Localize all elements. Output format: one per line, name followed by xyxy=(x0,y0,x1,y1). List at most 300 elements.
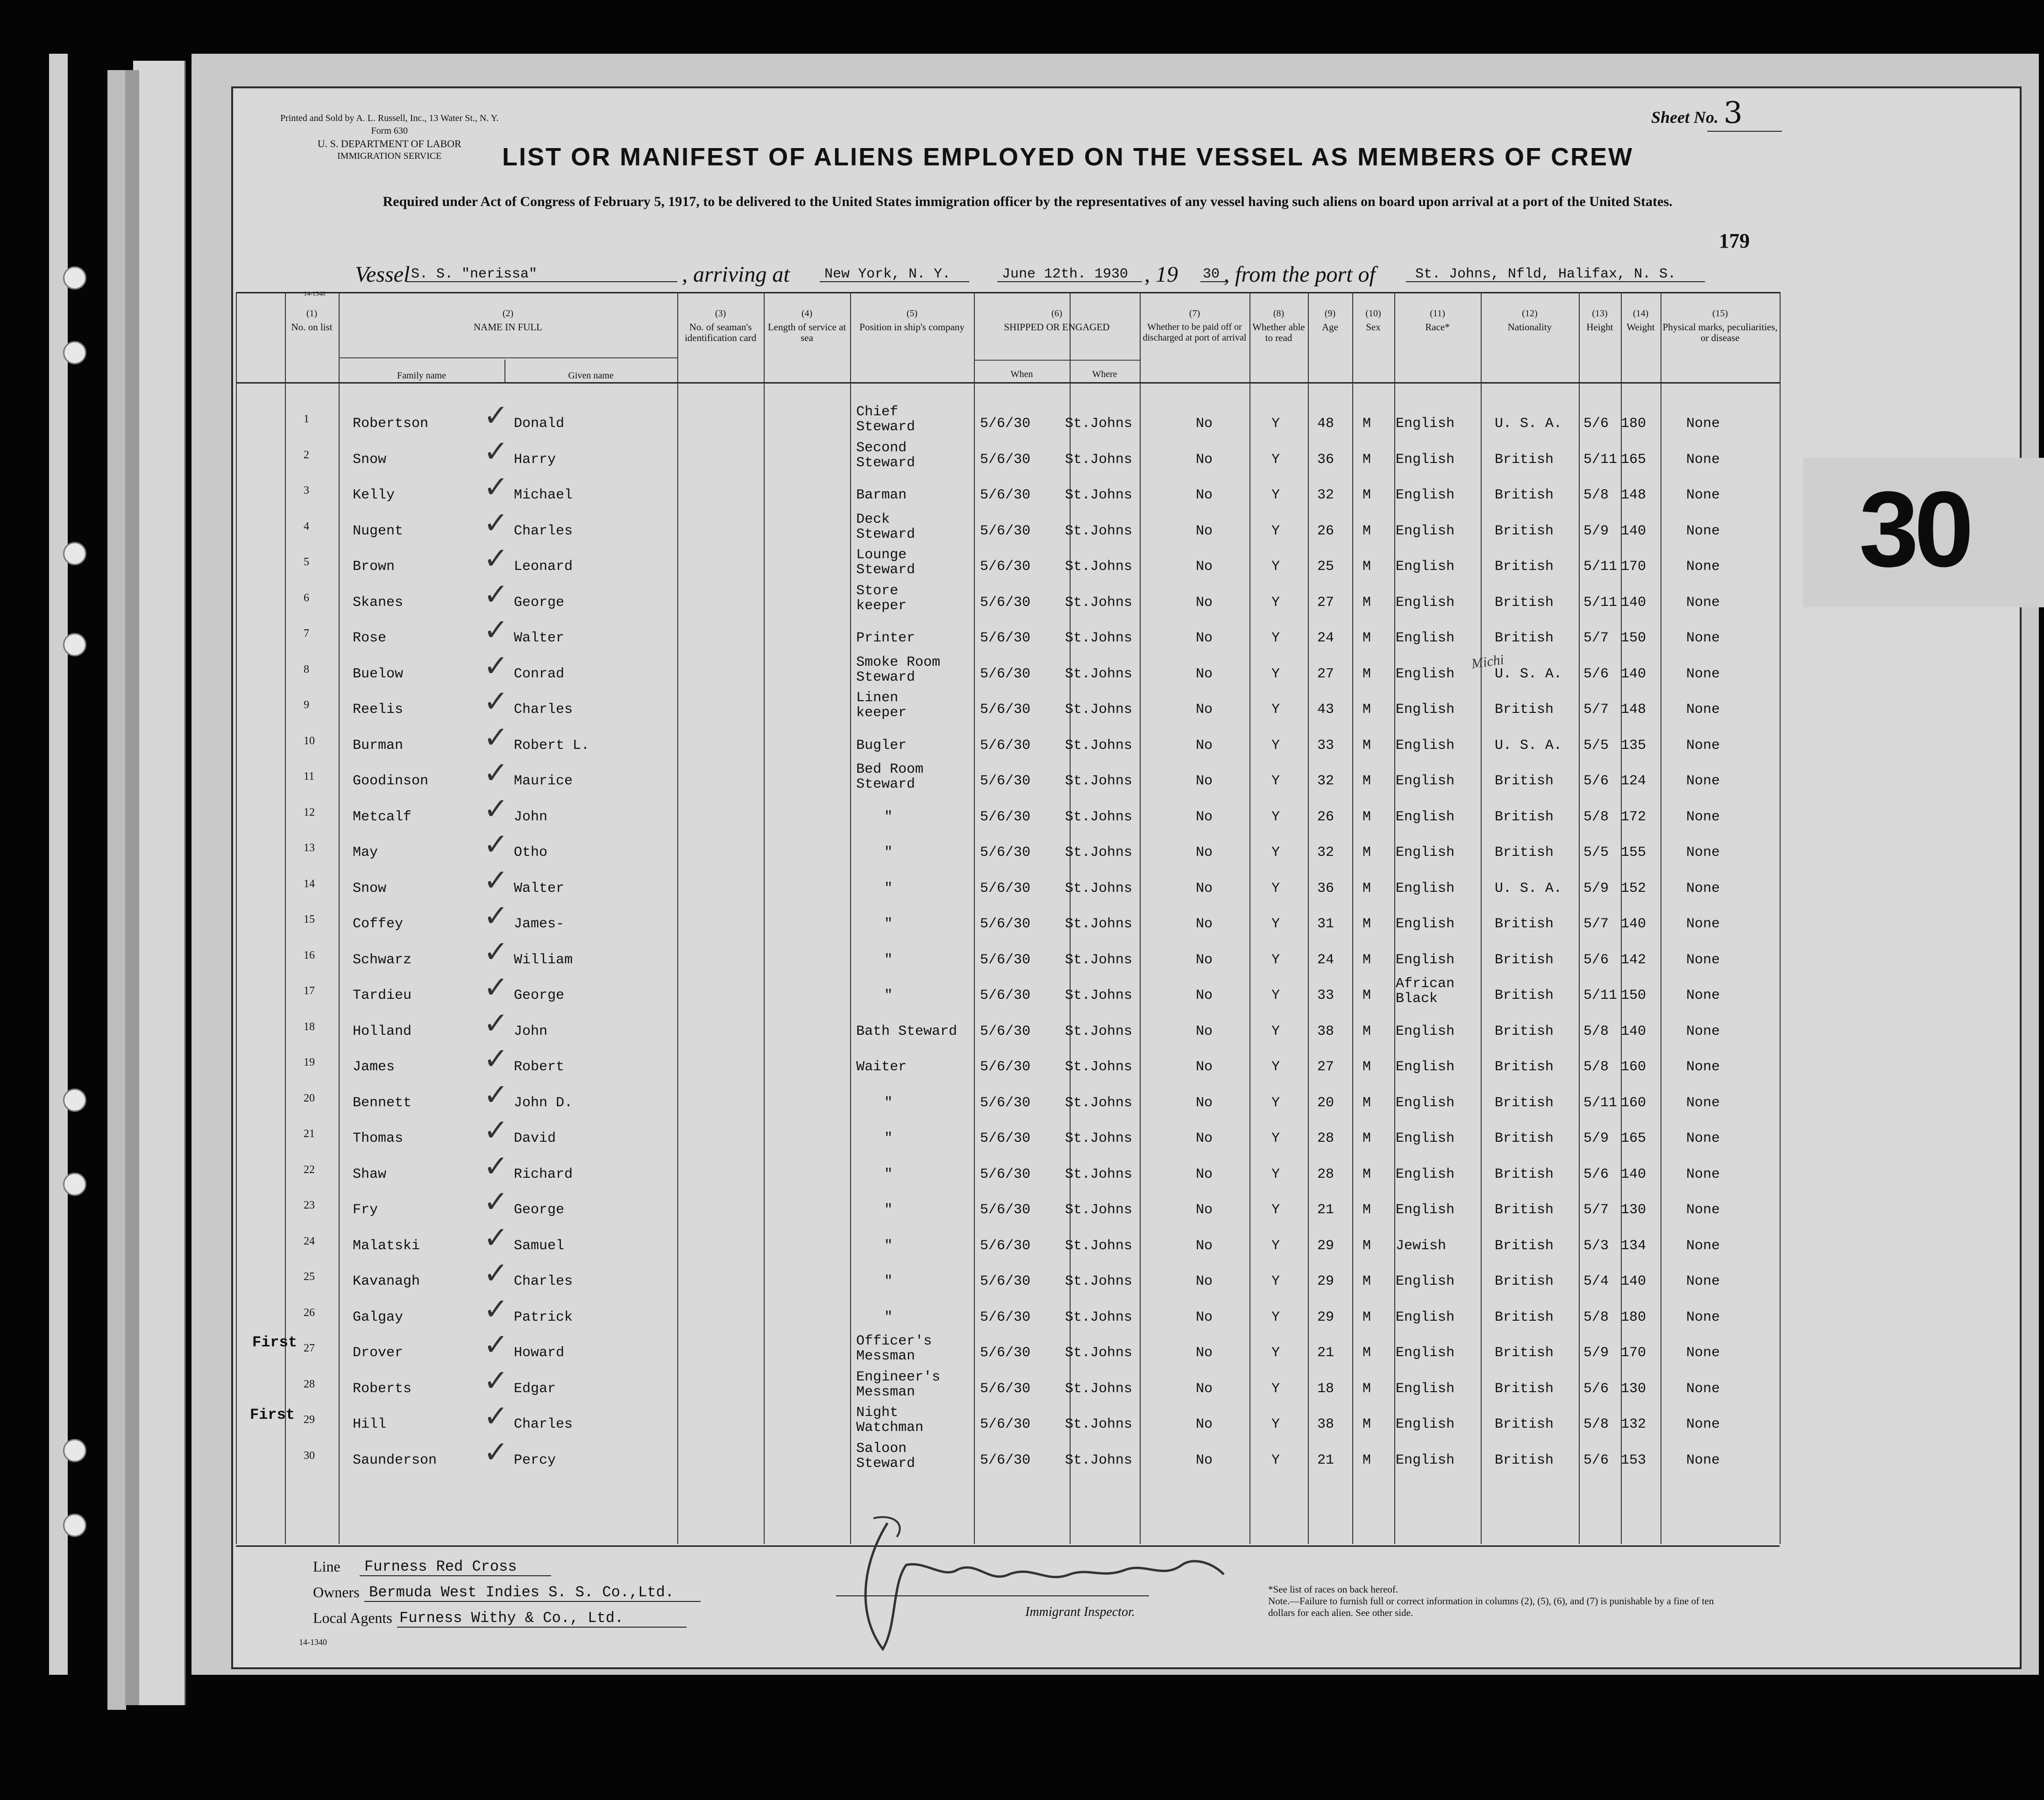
weight: 130 xyxy=(1621,1380,1647,1397)
given-name: Leonard xyxy=(514,559,573,575)
sex: M xyxy=(1363,1274,1371,1289)
weight: 140 xyxy=(1621,1023,1647,1039)
race: English xyxy=(1396,1131,1455,1146)
height: 5/11 xyxy=(1583,559,1618,575)
footnote xyxy=(1268,1584,1726,1619)
sex: M xyxy=(1363,523,1371,539)
shipped-where: St.Johns xyxy=(1065,1095,1133,1111)
handwritten-race-note: Michi xyxy=(1470,652,1505,672)
shipped-when: 5/6/30 xyxy=(980,1345,1031,1361)
position: " xyxy=(884,1131,893,1146)
given-name: Michael xyxy=(514,487,573,503)
given-name: Harry xyxy=(514,451,556,468)
owners-underline xyxy=(364,1601,701,1602)
check-mark-icon: ✓ xyxy=(483,541,509,576)
row-number: 5 xyxy=(304,556,309,568)
given-name: Robert L. xyxy=(514,737,590,754)
physical-marks: None xyxy=(1686,559,1720,575)
position: Linen keeper xyxy=(856,690,907,721)
race: English xyxy=(1396,630,1455,646)
shipped-when: 5/6/30 xyxy=(980,1274,1031,1289)
physical-marks: None xyxy=(1686,416,1720,432)
able-to-read: Y xyxy=(1271,451,1280,468)
height: 5/4 xyxy=(1583,1274,1609,1289)
shipped-when: 5/6/30 xyxy=(980,451,1031,468)
height: 5/8 xyxy=(1583,487,1609,503)
height: 5/6 xyxy=(1583,416,1609,432)
table-row xyxy=(0,577,2044,626)
shipped-when: 5/6/30 xyxy=(980,594,1031,611)
table-row xyxy=(0,1399,2044,1448)
able-to-read: Y xyxy=(1271,702,1280,718)
shipped-where: St.Johns xyxy=(1065,1416,1133,1432)
physical-marks: None xyxy=(1686,523,1720,539)
stamp-number: 179 xyxy=(1719,229,1750,252)
vessel-label: Vessel xyxy=(355,262,410,287)
paid-off: No xyxy=(1196,988,1213,1003)
side-note-first: First xyxy=(252,1334,298,1351)
row-number: 4 xyxy=(304,520,309,533)
table-row xyxy=(0,541,2044,591)
able-to-read: Y xyxy=(1271,1166,1280,1182)
shipped-where: St.Johns xyxy=(1065,1023,1133,1039)
height: 5/6 xyxy=(1583,666,1609,682)
row-number: 19 xyxy=(304,1056,315,1068)
weight: 172 xyxy=(1621,809,1647,825)
height: 5/9 xyxy=(1583,1131,1609,1146)
position: " xyxy=(884,1095,893,1111)
service-name: IMMIGRATION SERVICE xyxy=(337,151,442,161)
header-shipped: (6) SHIPPED OR ENGAGED xyxy=(1004,308,1110,333)
table-row xyxy=(0,934,2044,984)
year-underline xyxy=(1200,281,1228,282)
table-row xyxy=(0,398,2044,448)
age: 48 xyxy=(1317,416,1334,432)
height: 5/11 xyxy=(1583,451,1618,468)
position: Saloon Steward xyxy=(856,1440,916,1472)
table-row xyxy=(0,505,2044,555)
age: 38 xyxy=(1317,1023,1334,1039)
shipped-when: 5/6/30 xyxy=(980,1166,1031,1182)
shipped-when: 5/6/30 xyxy=(980,1452,1031,1468)
row-number: 30 xyxy=(304,1449,315,1462)
age: 27 xyxy=(1317,594,1334,611)
nationality: British xyxy=(1495,1238,1554,1254)
position: " xyxy=(884,845,893,861)
physical-marks: None xyxy=(1686,1131,1720,1146)
position: Waiter xyxy=(856,1059,907,1075)
given-name: George xyxy=(514,1202,565,1218)
row-number: 21 xyxy=(304,1128,315,1140)
nationality: British xyxy=(1495,773,1554,789)
physical-marks: None xyxy=(1686,880,1720,896)
weight: 153 xyxy=(1621,1452,1647,1468)
race: English xyxy=(1396,416,1455,432)
table-row xyxy=(0,791,2044,841)
row-number: 27 xyxy=(304,1342,315,1354)
race: African Black xyxy=(1396,976,1455,1007)
table-row xyxy=(0,470,2044,519)
table-row xyxy=(0,613,2044,662)
race: English xyxy=(1396,487,1455,503)
header-nationality: (12) Nationality xyxy=(1507,308,1552,333)
shipped-where: St.Johns xyxy=(1065,523,1133,539)
header-sex: (10) Sex xyxy=(1365,308,1381,333)
header-height: (13) Height xyxy=(1586,308,1613,333)
sex: M xyxy=(1363,1059,1371,1075)
position: Officer's Messman xyxy=(856,1333,932,1364)
sex: M xyxy=(1363,1095,1371,1111)
shipped-where: St.Johns xyxy=(1065,952,1133,968)
able-to-read: Y xyxy=(1271,1238,1280,1254)
shipped-when: 5/6/30 xyxy=(980,559,1031,575)
table-row xyxy=(0,1363,2044,1413)
family-name: Reelis xyxy=(353,702,404,718)
nationality: U. S. A. xyxy=(1495,880,1562,896)
owners-label: Owners xyxy=(313,1584,360,1601)
family-name: Tardieu xyxy=(353,988,412,1003)
given-name: John xyxy=(514,1023,548,1039)
arrival-port: New York, N. Y. xyxy=(824,266,951,282)
sex: M xyxy=(1363,737,1371,754)
sex: M xyxy=(1363,988,1371,1003)
check-mark-icon: ✓ xyxy=(483,470,509,505)
family-name: Rose xyxy=(353,630,387,646)
nationality: U. S. A. xyxy=(1495,666,1562,682)
date-underline xyxy=(997,281,1142,282)
paid-off: No xyxy=(1196,1023,1213,1039)
age: 32 xyxy=(1317,845,1334,861)
row-number: 10 xyxy=(304,734,315,747)
shipped-when: 5/6/30 xyxy=(980,1023,1031,1039)
given-name: Richard xyxy=(514,1166,573,1182)
given-name: John D. xyxy=(514,1095,573,1111)
given-name: Walter xyxy=(514,630,565,646)
nationality: British xyxy=(1495,1202,1554,1218)
family-name: Malatski xyxy=(353,1238,420,1254)
physical-marks: None xyxy=(1686,845,1720,861)
weight: 180 xyxy=(1621,1309,1647,1325)
sex: M xyxy=(1363,559,1371,575)
shipped-where: St.Johns xyxy=(1065,1309,1133,1325)
shipped-when: 5/6/30 xyxy=(980,1095,1031,1111)
nationality: British xyxy=(1495,1452,1554,1468)
sex: M xyxy=(1363,594,1371,611)
able-to-read: Y xyxy=(1271,1309,1280,1325)
row-number: 3 xyxy=(304,484,309,497)
physical-marks: None xyxy=(1686,773,1720,789)
check-mark-icon: ✓ xyxy=(483,934,509,969)
shipped-where: St.Johns xyxy=(1065,916,1133,932)
arriving-label: , arriving at xyxy=(682,262,790,287)
given-name: Howard xyxy=(514,1345,565,1361)
sex: M xyxy=(1363,702,1371,718)
given-name: Otho xyxy=(514,845,548,861)
race: English xyxy=(1396,773,1455,789)
weight: 135 xyxy=(1621,737,1647,754)
local-agents-value: Furness Withy & Co., Ltd. xyxy=(399,1609,624,1627)
race: English xyxy=(1396,845,1455,861)
family-name: Snow xyxy=(353,451,387,468)
given-name: Charles xyxy=(514,702,573,718)
position: Bugler xyxy=(856,737,907,754)
weight: 160 xyxy=(1621,1059,1647,1075)
shipped-when: 5/6/30 xyxy=(980,487,1031,503)
shipped-when: 5/6/30 xyxy=(980,1131,1031,1146)
able-to-read: Y xyxy=(1271,1452,1280,1468)
nationality: British xyxy=(1495,916,1554,932)
check-mark-icon: ✓ xyxy=(483,398,509,433)
age: 38 xyxy=(1317,1416,1334,1432)
paid-off: No xyxy=(1196,416,1213,432)
position: Store keeper xyxy=(856,583,907,614)
header-position: (5) Position in ship's company xyxy=(859,308,965,333)
race: English xyxy=(1396,916,1455,932)
position: Second Steward xyxy=(856,440,916,471)
height: 5/11 xyxy=(1583,594,1618,611)
able-to-read: Y xyxy=(1271,1416,1280,1432)
row-number: 26 xyxy=(304,1306,315,1319)
age: 31 xyxy=(1317,916,1334,932)
shipped-when: 5/6/30 xyxy=(980,1238,1031,1254)
header-given-name: Given name xyxy=(568,370,614,381)
able-to-read: Y xyxy=(1271,487,1280,503)
paid-off: No xyxy=(1196,916,1213,932)
age: 21 xyxy=(1317,1202,1334,1218)
race: English xyxy=(1396,1023,1455,1039)
sex: M xyxy=(1363,630,1371,646)
check-mark-icon: ✓ xyxy=(483,827,509,862)
header-when: When xyxy=(1010,369,1033,379)
family-name: Roberts xyxy=(353,1380,412,1397)
sex: M xyxy=(1363,1452,1371,1468)
check-mark-icon: ✓ xyxy=(483,1185,509,1219)
check-mark-icon: ✓ xyxy=(483,1435,509,1470)
department-name: U. S. DEPARTMENT OF LABOR xyxy=(317,138,461,149)
race: English xyxy=(1396,594,1455,611)
punch-hole xyxy=(63,1514,86,1537)
printer-imprint xyxy=(280,112,498,163)
height: 5/9 xyxy=(1583,880,1609,896)
physical-marks: None xyxy=(1686,916,1720,932)
arrival-year: 30 xyxy=(1203,266,1220,282)
vessel-underline xyxy=(406,281,677,282)
able-to-read: Y xyxy=(1271,559,1280,575)
shipped-where: St.Johns xyxy=(1065,880,1133,896)
sex: M xyxy=(1363,880,1371,896)
table-row xyxy=(0,1113,2044,1162)
check-mark-icon: ✓ xyxy=(483,1113,509,1148)
age: 36 xyxy=(1317,880,1334,896)
position: Bath Steward xyxy=(856,1023,958,1039)
shipped-where: St.Johns xyxy=(1065,487,1133,503)
race: English xyxy=(1396,702,1455,718)
family-name: Holland xyxy=(353,1023,412,1039)
age: 25 xyxy=(1317,559,1334,575)
check-mark-icon: ✓ xyxy=(483,1328,509,1362)
family-name: Snow xyxy=(353,880,387,896)
age: 33 xyxy=(1317,988,1334,1003)
weight: 155 xyxy=(1621,845,1647,861)
age: 24 xyxy=(1317,630,1334,646)
line-label: Line xyxy=(313,1558,341,1575)
check-mark-icon: ✓ xyxy=(483,684,509,719)
height: 5/6 xyxy=(1583,1452,1609,1468)
physical-marks: None xyxy=(1686,737,1720,754)
able-to-read: Y xyxy=(1271,630,1280,646)
nationality: British xyxy=(1495,702,1554,718)
check-mark-icon: ✓ xyxy=(483,791,509,826)
check-mark-icon: ✓ xyxy=(483,1149,509,1184)
paid-off: No xyxy=(1196,845,1213,861)
name-subheader-rule xyxy=(339,357,677,358)
family-name: Goodinson xyxy=(353,773,429,789)
age: 32 xyxy=(1317,487,1334,503)
given-name: Samuel xyxy=(514,1238,565,1254)
header-age: (9) Age xyxy=(1322,308,1338,333)
family-name: Coffey xyxy=(353,916,404,932)
race: English xyxy=(1396,809,1455,825)
departure-underline xyxy=(1406,281,1705,282)
shipped-where: St.Johns xyxy=(1065,416,1133,432)
sex: M xyxy=(1363,451,1371,468)
physical-marks: None xyxy=(1686,1202,1720,1218)
header-physical-marks: (15) Physical marks, peculiarities, or disease xyxy=(1662,308,1778,343)
family-name: Burman xyxy=(353,737,404,754)
weight: 165 xyxy=(1621,451,1647,468)
shipped-when: 5/6/30 xyxy=(980,416,1031,432)
shipped-when: 5/6/30 xyxy=(980,1416,1031,1432)
height: 5/9 xyxy=(1583,1345,1609,1361)
shipped-where: St.Johns xyxy=(1065,988,1133,1003)
line-value: Furness Red Cross xyxy=(364,1558,517,1575)
able-to-read: Y xyxy=(1271,1380,1280,1397)
given-name: Conrad xyxy=(514,666,565,682)
shipped-where: St.Johns xyxy=(1065,773,1133,789)
punch-hole xyxy=(63,341,86,364)
row-number: 7 xyxy=(304,627,309,640)
age: 28 xyxy=(1317,1166,1334,1182)
weight: 170 xyxy=(1621,1345,1647,1361)
nationality: British xyxy=(1495,1309,1554,1325)
able-to-read: Y xyxy=(1271,1274,1280,1289)
age: 21 xyxy=(1317,1452,1334,1468)
weight: 170 xyxy=(1621,559,1647,575)
sex: M xyxy=(1363,809,1371,825)
weight: 130 xyxy=(1621,1202,1647,1218)
local-agents-label: Local Agents xyxy=(313,1609,392,1626)
age: 26 xyxy=(1317,809,1334,825)
nationality: British xyxy=(1495,1416,1554,1432)
nationality: British xyxy=(1495,952,1554,968)
weight: 142 xyxy=(1621,952,1647,968)
check-mark-icon: ✓ xyxy=(483,1077,509,1112)
shipped-where: St.Johns xyxy=(1065,1274,1133,1289)
age: 27 xyxy=(1317,666,1334,682)
shipped-when: 5/6/30 xyxy=(980,666,1031,682)
race: English xyxy=(1396,1380,1455,1397)
height: 5/7 xyxy=(1583,916,1609,932)
sex: M xyxy=(1363,1238,1371,1254)
sex: M xyxy=(1363,845,1371,861)
able-to-read: Y xyxy=(1271,1345,1280,1361)
family-name: Hill xyxy=(353,1416,387,1432)
able-to-read: Y xyxy=(1271,952,1280,968)
height: 5/7 xyxy=(1583,1202,1609,1218)
table-row xyxy=(0,970,2044,1019)
paid-off: No xyxy=(1196,952,1213,968)
shipped-where: St.Johns xyxy=(1065,594,1133,611)
shipped-when: 5/6/30 xyxy=(980,952,1031,968)
race: English xyxy=(1396,523,1455,539)
paid-off: No xyxy=(1196,1166,1213,1182)
paid-off: No xyxy=(1196,1095,1213,1111)
row-number: 23 xyxy=(304,1199,315,1211)
shipped-when: 5/6/30 xyxy=(980,773,1031,789)
line-underline xyxy=(360,1575,551,1576)
side-note-first: First xyxy=(250,1406,295,1423)
race: English xyxy=(1396,1345,1455,1361)
given-name: Maurice xyxy=(514,773,573,789)
given-name: Walter xyxy=(514,880,565,896)
sex: M xyxy=(1363,1309,1371,1325)
weight: 124 xyxy=(1621,773,1647,789)
table-row xyxy=(0,1292,2044,1341)
height: 5/5 xyxy=(1583,737,1609,754)
position: " xyxy=(884,880,893,896)
row-number: 2 xyxy=(304,448,309,461)
page-title: LIST OR MANIFEST OF ALIENS EMPLOYED ON THE VESSEL AS MEMBERS OF CREW xyxy=(502,143,1634,171)
age: 36 xyxy=(1317,451,1334,468)
row-number: 25 xyxy=(304,1271,315,1283)
nationality: U. S. A. xyxy=(1495,737,1562,754)
height: 5/9 xyxy=(1583,523,1609,539)
check-mark-icon: ✓ xyxy=(483,863,509,898)
sex: M xyxy=(1363,416,1371,432)
race: English xyxy=(1396,1309,1455,1325)
shipped-when: 5/6/30 xyxy=(980,630,1031,646)
sex: M xyxy=(1363,916,1371,932)
vessel-name: S. S. "nerissa" xyxy=(411,266,538,282)
physical-marks: None xyxy=(1686,1309,1720,1325)
race: English xyxy=(1396,1416,1455,1432)
inspector-signature xyxy=(836,1509,1247,1658)
shipped-when: 5/6/30 xyxy=(980,880,1031,896)
sex: M xyxy=(1363,666,1371,682)
physical-marks: None xyxy=(1686,1274,1720,1289)
weight: 140 xyxy=(1621,594,1647,611)
given-name: William xyxy=(514,952,573,968)
age: 18 xyxy=(1317,1380,1334,1397)
race: English xyxy=(1396,737,1455,754)
row-number: 22 xyxy=(304,1163,315,1176)
paid-off: No xyxy=(1196,630,1213,646)
row-number: 9 xyxy=(304,699,309,711)
able-to-read: Y xyxy=(1271,666,1280,682)
header-rule xyxy=(236,382,1780,384)
shipped-when: 5/6/30 xyxy=(980,737,1031,754)
arrival-date: June 12th. 1930 xyxy=(1002,266,1128,282)
physical-marks: None xyxy=(1686,1166,1720,1182)
form-code: 14-1340 xyxy=(299,1637,327,1647)
able-to-read: Y xyxy=(1271,594,1280,611)
age: 24 xyxy=(1317,952,1334,968)
age: 21 xyxy=(1317,1345,1334,1361)
weight: 140 xyxy=(1621,523,1647,539)
table-row xyxy=(0,648,2044,698)
paid-off: No xyxy=(1196,666,1213,682)
able-to-read: Y xyxy=(1271,737,1280,754)
